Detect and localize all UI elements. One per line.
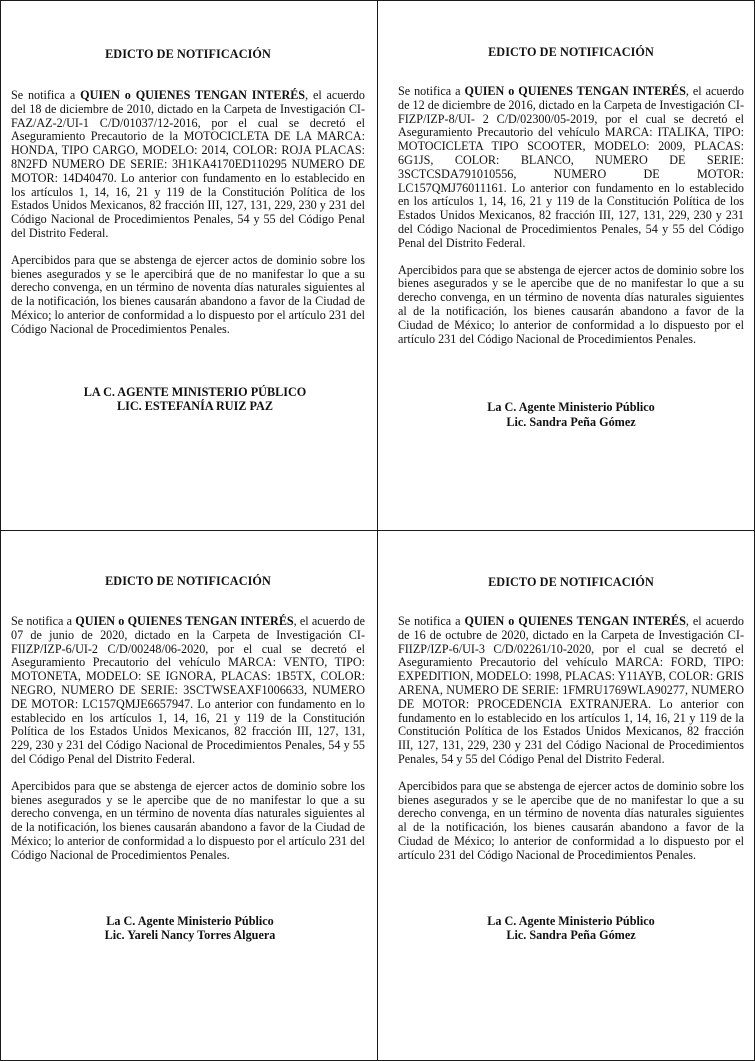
edict-signature (398, 400, 744, 429)
signer-name: Lic. Yareli Nancy Torres Alguera (104, 928, 276, 943)
edict-body-text: , el acuerdo de 16 de octubre de 2020, dictado en la Carpeta de Investigación CI-FIIZP/IZP-6/UI-3 C/D/02261/10-2020, por el cual se decretó el Aseguramiento Precautorio del vehículo MARCA: FORD, TIPO: EXPEDITION, MODELO: 1998, PLACAS: Y11AYB, COLOR: GRIS ARENA, NUMERO DE SERIE: 1FMRU1769WLA90277, NUMERO DE MOTOR: PROCEDENCIA EXTRANJERA. Lo anterior con fundamento en lo establecido en los artículos 1, 14, 16, 21 y 119 de la Constitución Política de los Estados Unidos Mexicanos, 82 fracción III, 127, 131, 229, 230 y 231 del Código Nacional de Procedimientos Penales, 54 y 55 del Código Penal del Distrito Federal. (398, 614, 744, 766)
edict-title: EDICTO DE NOTIFICACIÓN (488, 45, 654, 59)
edict-body-text: , el acuerdo de 12 de diciembre de 2016, dictado en la Carpeta de Investigación CI-FIZP/IZP-8/UI- 2 C/D/02300/05-2019, por el cual se decretó el Aseguramiento Precautorio del vehículo MARCA: ITALIKA, TIPO: MOTOCICLETA TIPO SCOOTER, MODELO: 2009, PLACAS: 6G1JS, COLOR: BLANCO, NUMERO DE SERIE: 3SCTCSDA791010556, NUMERO DE MOTOR: LC157QMJ76011161. Lo anterior con fundamento en lo establecido en los artículos 1, 14, 16, 21 y 119 de la Constitución Política de los Estados Unidos Mexicanos, 82 fracción III, 127, 131, 229, 230 y 231 del Código Nacional de Procedimientos Penales, 54 y 55 del Código Penal del Distrito Federal. (398, 84, 744, 250)
edict-notice-1 (1, 1, 378, 531)
edict-body-paragraph-1 (398, 615, 744, 767)
edict-notice-2 (378, 1, 754, 531)
edict-title: EDICTO DE NOTIFICACIÓN (488, 575, 654, 589)
signer-role: La C. Agente Ministerio Público (487, 400, 655, 415)
edict-addressee: QUIEN o QUIENES TENGAN INTERÉS (464, 84, 686, 98)
edict-title: EDICTO DE NOTIFICACIÓN (105, 47, 271, 61)
edict-body-paragraph-2: Apercibidos para que se abstenga de ejercer actos de dominio sobre los bienes asegurados y se le apercibirá que de no manifestar lo que a su derecho convenga, en un término de noventa días naturales siguientes al de la notificación, los bienes causarán abandono a favor de la Ciudad de México; lo anterior de conformidad a lo dispuesto por el artículo 231 del Código Nacional de Procedimientos Penales. (11, 252, 365, 336)
edict-body-paragraph-2: Apercibidos para que se abstenga de ejercer actos de dominio sobre los bienes asegurados y se le apercibe que de no manifestar lo que a su derecho convenga, en un término de noventa días naturales siguientes al de la notificación, los bienes causarán abandono a favor de la Ciudad de México; lo anterior de conformidad a lo dispuesto por el artículo 231 del Código Nacional de Procedimientos Penales. (398, 778, 744, 862)
edict-intro: Se notifica a (11, 614, 73, 628)
edict-body-paragraph-2: Apercibidos para que se abstenga de ejercer actos de dominio sobre los bienes asegurados y se le apercibe que de no manifestar lo que a su derecho convenga, en un término de noventa días naturales siguientes al de la notificación, los bienes causarán abandono a favor de la Ciudad de México; lo anterior de conformidad a lo dispuesto por el artículo 231 del Código Nacional de Procedimientos Penales. (398, 262, 744, 346)
edict-addressee: QUIEN o QUIENES TENGAN INTERÉS (75, 614, 294, 628)
signer-name: Lic. Sandra Peña Gómez (506, 928, 636, 943)
edict-signature (11, 385, 365, 414)
signer-name: Lic. Sandra Peña Gómez (506, 414, 636, 429)
edict-intro: Se notifica a (398, 614, 461, 628)
edict-notice-4 (378, 531, 754, 1060)
signer-name: LIC. ESTEFANÍA RUIZ PAZ (117, 399, 273, 414)
edict-intro: Se notifica a (11, 88, 76, 102)
edict-intro: Se notifica a (398, 84, 461, 98)
edict-addressee: QUIEN o QUIENES TENGAN INTERÉS (80, 88, 306, 102)
edict-body-paragraph-1 (398, 85, 744, 251)
edict-body-paragraph-1 (11, 615, 365, 767)
signer-role: La C. Agente Ministerio Público (106, 913, 274, 928)
edict-addressee: QUIEN o QUIENES TENGAN INTERÉS (464, 614, 686, 628)
edict-notice-3 (1, 531, 378, 1060)
edict-body-paragraph-2: Apercibidos para que se abstenga de ejercer actos de dominio sobre los bienes asegurados y se le apercibe que de no manifestar lo que a su derecho convenga, en un término de noventa días naturales siguientes al de la notificación, los bienes causarán abandono a favor de la Ciudad de México; lo anterior de conformidad a lo dispuesto por el artículo 231 del Código Nacional de Procedimientos Penales. (11, 778, 365, 862)
edict-title: EDICTO DE NOTIFICACIÓN (105, 574, 271, 588)
edict-signature (398, 914, 744, 943)
signer-role: La C. Agente Ministerio Público (487, 913, 655, 928)
edict-body-text: , el acuerdo del 18 de diciembre de 2010, dictado en la Carpeta de Investigación CI-FAZ/AZ-2/UI-1 C/D/01037/12-2016, por el cual se decretó el Aseguramiento Precautorio de la MOTOCICLETA DE LA MARCA: HONDA, TIPO CARGO, MODELO: 2014, COLOR: ROJA PLACAS: 8N2FD NUMERO DE SERIE: 3H1KA4170ED110295 NUMERO DE MOTOR: 14D40470. Lo anterior con fundamento en lo establecido en los artículos 1, 14, 16, 21 y 119 de la Constitución Política de los Estados Unidos Mexicanos, 82 fracción III, 127, 131, 229, 230 y 231 del Código Nacional de Procedimientos Penales, 54 y 55 del Código Penal del Distrito Federal. (11, 88, 365, 240)
edict-body-text: , el acuerdo de 07 de junio de 2020, dictado en la Carpeta de Investigación CI-FIIZP/IZP-6/UI-2 C/D/00248/06-2020, por el cual se decretó el Aseguramiento Precautorio del vehículo MARCA: VENTO, TIPO: MOTONETA, MODELO: SE IGNORA, PLACAS: 1B5TX, COLOR: NEGRO, NUMERO DE SERIE: 3SCTWSEAXF1006633, NUMERO DE MOTOR: LC157QMJE6657947. Lo anterior con fundamento en lo establecido en los artículos 1, 14, 16, 21 y 119 de la Constitución Política de los Estados Unidos Mexicanos, 82 fracción III, 127, 131, 229, 230 y 231 del Código Nacional de Procedimientos Penales, 54 y 55 del Código Penal del Distrito Federal. (11, 614, 365, 766)
edict-signature (11, 914, 365, 943)
edict-body-paragraph-1 (11, 89, 365, 241)
signer-role: LA C. AGENTE MINISTERIO PÚBLICO (83, 384, 307, 399)
